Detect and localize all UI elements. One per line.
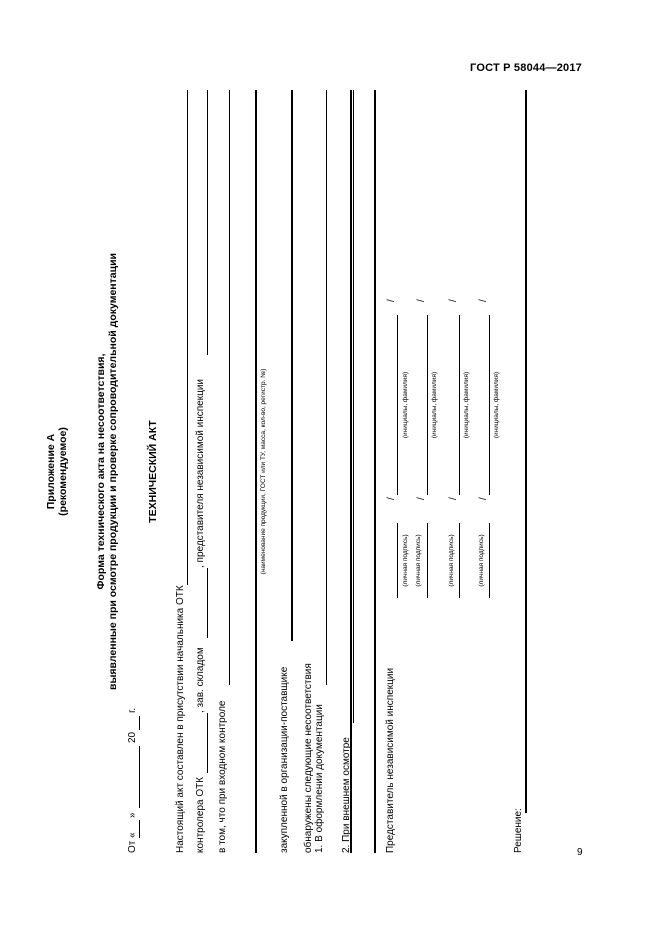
slash-3a: / bbox=[448, 497, 459, 500]
composed-label: Настоящий акт составлен в присутствии начальника ОТК bbox=[175, 585, 186, 853]
date-suffix: г. bbox=[127, 707, 138, 713]
slash-2a: / bbox=[416, 497, 427, 500]
date-year-field[interactable] bbox=[139, 716, 140, 730]
slash-4a: / bbox=[478, 497, 489, 500]
inspection-rep-field[interactable] bbox=[207, 90, 208, 355]
name-line-4[interactable] bbox=[489, 315, 490, 495]
slash-1a: / bbox=[386, 497, 397, 500]
slash-1b: / bbox=[386, 299, 397, 302]
signature-line-4[interactable] bbox=[489, 523, 490, 598]
signature-line-2[interactable] bbox=[427, 523, 428, 598]
found-label: обнаружены следующие несоответствия bbox=[303, 663, 314, 853]
page-number: 9 bbox=[577, 847, 583, 858]
otk-head-field[interactable] bbox=[187, 90, 188, 585]
name-caption-4: (инициалы, фамилия) bbox=[493, 371, 500, 439]
date-mid: » bbox=[127, 812, 138, 818]
decision-label: Решение: bbox=[513, 808, 524, 853]
storekeeper-label: , зав. складом bbox=[195, 647, 206, 713]
form-title-line1: Форма технического акта на несоответствия, bbox=[95, 353, 107, 590]
name-caption-2: (инициалы, фамилия) bbox=[431, 371, 438, 439]
signature-caption-1: (личная подпись) bbox=[402, 534, 409, 587]
visual-label: 2. При внешнем осмотре bbox=[341, 737, 352, 853]
inspection-rep-label: , представителя независимой инспекции bbox=[195, 378, 206, 568]
technical-act-form bbox=[35, 90, 545, 853]
signature-caption-3: (личная подпись) bbox=[448, 534, 455, 587]
controller-label: контролера ОТК bbox=[195, 776, 206, 853]
name-line-1[interactable] bbox=[397, 315, 398, 495]
docs-label: 1. В оформлении документации bbox=[314, 704, 325, 853]
storekeeper-field[interactable] bbox=[207, 568, 208, 638]
date-year: 20 bbox=[127, 731, 138, 743]
standard-header: ГОСТ Р 58044—2017 bbox=[470, 62, 582, 74]
signature-caption-2: (личная подпись) bbox=[415, 534, 422, 587]
slash-4b: / bbox=[478, 299, 489, 302]
slash-2b: / bbox=[416, 299, 427, 302]
date-prefix: От « bbox=[127, 832, 138, 853]
supplier-label: закупленной в организации-поставщике bbox=[279, 666, 290, 853]
controller-field[interactable] bbox=[207, 713, 208, 773]
entry-control-field[interactable] bbox=[229, 90, 230, 685]
date-day-field[interactable] bbox=[139, 820, 140, 838]
signature-line-3[interactable] bbox=[459, 523, 460, 598]
date-month-field[interactable] bbox=[139, 746, 140, 808]
signature-line-1[interactable] bbox=[397, 523, 398, 598]
representative-label: Представитель независимой инспекции bbox=[385, 667, 396, 853]
supplier-field[interactable] bbox=[291, 90, 293, 641]
entry-control-label: в том, что при входном контроле bbox=[217, 700, 228, 853]
name-line-2[interactable] bbox=[427, 315, 428, 495]
product-caption: (наименование продукции, ГОСТ или ТУ, масса, кол-во, регистр. №) bbox=[260, 368, 267, 575]
visual-field[interactable] bbox=[353, 90, 354, 723]
product-field[interactable] bbox=[255, 90, 257, 853]
form-title-line2: выявленные при осмотре продукции и проверке сопроводительной документации bbox=[107, 253, 119, 691]
slash-3b: / bbox=[448, 299, 459, 302]
name-caption-3: (инициалы, фамилия) bbox=[463, 371, 470, 439]
decision-field[interactable] bbox=[525, 90, 527, 813]
signature-caption-4: (личная подпись) bbox=[478, 534, 485, 587]
name-caption-1: (инициалы, фамилия) bbox=[402, 371, 409, 439]
name-line-3[interactable] bbox=[459, 315, 460, 495]
appendix-title: Приложение А bbox=[45, 433, 57, 510]
appendix-note: (рекомендуемое) bbox=[57, 427, 69, 516]
visual-extra-line[interactable] bbox=[374, 90, 376, 853]
docs-field[interactable] bbox=[326, 90, 327, 685]
act-title: ТЕХНИЧЕСКИЙ АКТ bbox=[147, 420, 159, 523]
